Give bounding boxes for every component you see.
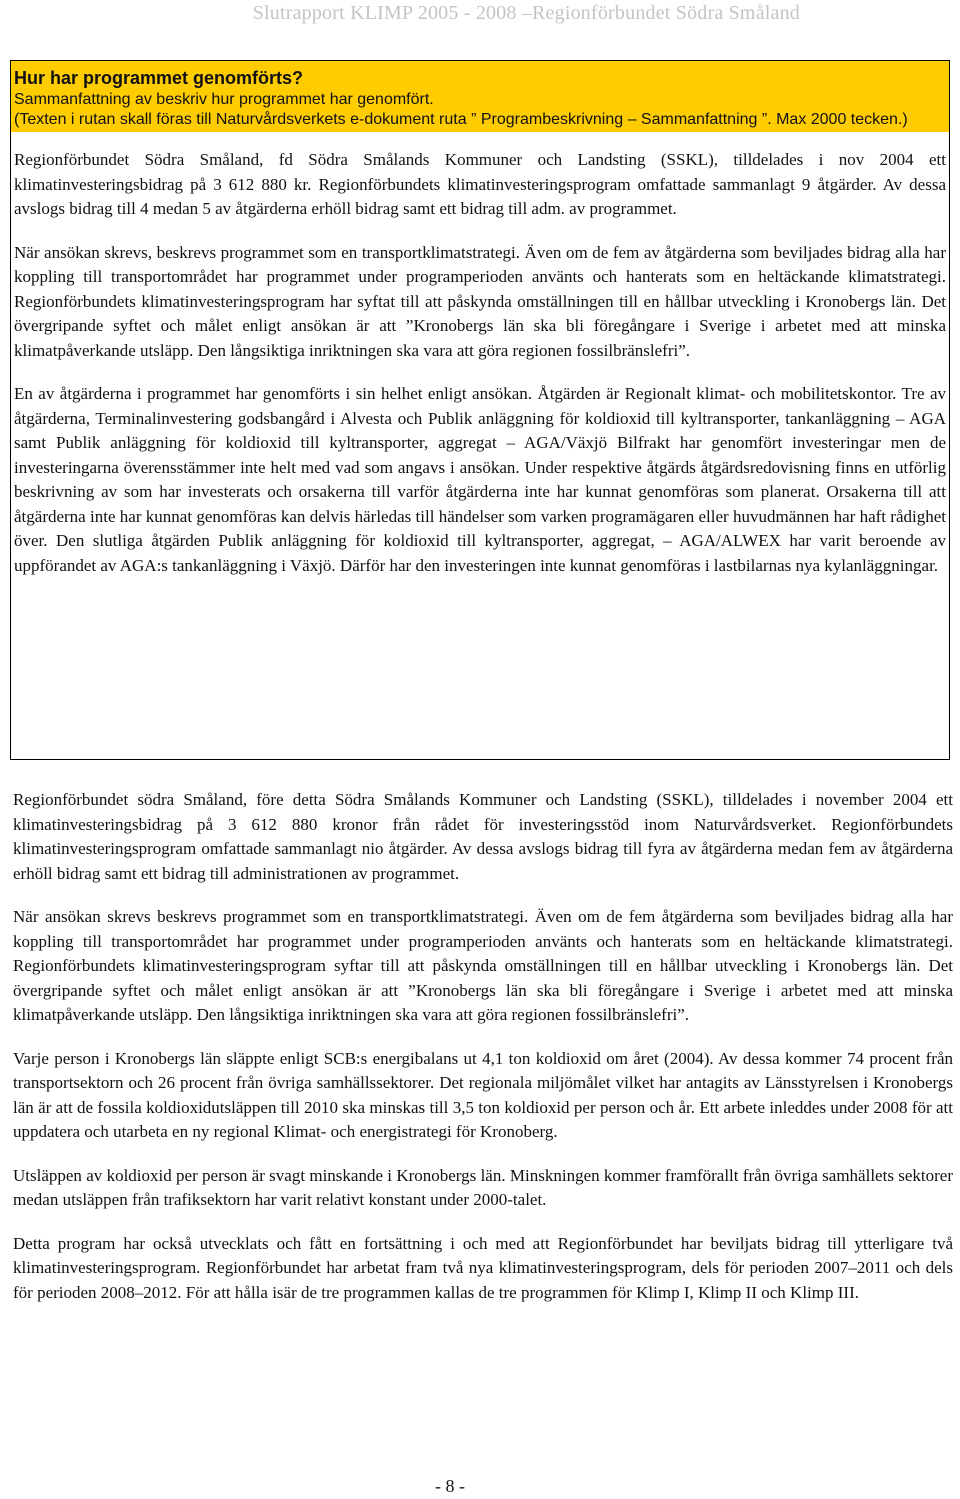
section-heading: Hur har programmet genomförts? bbox=[14, 68, 304, 88]
summary-box bbox=[10, 60, 950, 760]
summary-paragraph: När ansökan skrevs, beskrevs programmet som en transportklimatstrategi. Även om de fem av åtgärderna som beviljades bidrag alla har koppling till transportområdet har programmet under programperioden använts och hanterats som en heltäckande klimatstrategi. Regionförbundets klimatinvesteringsprogram har syftat till att påskynda omställningen till en hållbar utveckling i Kronobergs län. Det övergripande syftet och målet enligt ansökan är att ”Kronobergs län ska bli föregångare i Sverige i arbetet med att minska klimatpåverkande utsläpp. Den långsiktiga inriktningen ska vara att göra regionen fossilbränslefri”. bbox=[14, 242, 946, 360]
running-header: Slutrapport KLIMP 2005 - 2008 –Regionförbundet Södra Småland bbox=[252, 2, 800, 24]
summary-box-body bbox=[11, 132, 949, 578]
body-paragraph: Regionförbundet södra Småland, före detta Södra Smålands Kommuner och Landsting (SSKL), tilldelades i november 2004 ett klimatinvesteringsbidrag på 3 612 880 kronor från rådet för investeringsstöd inom Naturvårdsverket. Regionförbundets klimatinvesteringsprogram omfattade sammanlagt nio åtgärder. Av dessa avslogs bidrag till fyra av åtgärderna medan fem av åtgärderna erhöll bidrag samt ett bidrag till administrationen av programmet. bbox=[13, 790, 953, 883]
body-paragraph: Detta program har också utvecklats och fått en fortsättning i och med att Regionförbundet har beviljats bidrag till ytterligare två klimatinvesteringsprogram. Regionförbundet har arbetat fram två nya klimatinvesteringsprogram, dels för perioden 2007–2011 och dels för perioden 2008–2012. För att hålla isär de tre programmen kallas de tre programmen för Klimp I, Klimp II och Klimp III. bbox=[13, 1233, 953, 1302]
summary-paragraph: Regionförbundet Södra Småland, fd Södra Smålands Kommuner och Landsting (SSKL), tilldelades i nov 2004 ett klimatinvesteringsbidrag på 3 612 880 kr. Regionförbundets klimatinvesteringsprogram omfattade sammanlagt 9 åtgärder. Av dessa avslogs bidrag till 4 medan 5 av åtgärderna erhöll bidrag samt ett bidrag till adm. av programmet. bbox=[14, 150, 946, 218]
instruction-text: Sammanfattning av beskriv hur programmet har genomfört. bbox=[14, 91, 434, 108]
summary-paragraph: En av åtgärderna i programmet har genomförts i sin helhet enligt ansökan. Åtgärden är Regionalt klimat- och mobilitetskontor. Tre av åtgärderna, Terminalinvestering godsbangård i Alvesta och Publik anläggning för koldioxid till kyltransporter, tankanläggning – AGA samt Publik anläggning för koldioxid till kyltransporter, aggregat – AGA/Växjö Bilfrakt har genomfört investeringar men de investeringarna överensstämmer inte helt med vad som angavs i ansökan. Under respektive åtgärds åtgärdsredovisning finns en utförlig beskrivning av som har investerats och orsakerna till varför åtgärderna inte har kunnat genomföras som planerat. Orsakerna till att åtgärderna inte har kunnat genomföras kan delvis härledas till händelser som varken programägaren eller huvudmännen har haft rådighet över. Den slutliga åtgärden Publik anläggning för koldioxid till kyltransporter, aggregat, – AGA/ALWEX har varit beroende av uppförandet av AGA:s tankanläggning i Växjö. Därför har den investeringen inte kunnat genomföras i lastbilarnas nya kylanläggningar. bbox=[14, 384, 946, 575]
body-paragraph: Varje person i Kronobergs län släppte enligt SCB:s energibalans ut 4,1 ton koldioxid om året (2004). Av dessa kommer 74 procent från transportsektorn och 26 procent från övriga samhällssektorer. Det regionala miljömålet vilket har antagits av Länsstyrelsen i Kronobergs län är att de fossila koldioxidutsläppen till 2010 ska minskas till 3,5 ton koldioxid per person och år. Ett arbete inleddes under 2008 för att uppdatera och utarbeta en ny regional Klimat- och energistrategi för Kronoberg. bbox=[13, 1048, 953, 1141]
body-paragraph: När ansökan skrevs beskrevs programmet som en transportklimatstrategi. Även om de fem åtgärderna som beviljades bidrag alla har koppling till transportområdet har programmet under programperioden använts och hanterats som en heltäckande klimatstrategi. Regionförbundets klimatinvesteringsprogram syftar till att påskynda omställningen till en hållbar utveckling i Kronobergs län. Det övergripande syftet och målet enligt ansökan är att ”Kronobergs län ska bli föregångare i Sverige i arbetet med att minska klimatpåverkande utsläpp. Den långsiktiga inriktningen ska vara att göra regionen fossilbränslefri”. bbox=[13, 907, 953, 1024]
body-paragraph: Utsläppen av koldioxid per person är svagt minskande i Kronobergs län. Minskningen kommer framförallt från övriga samhällets sektorer medan utsläppen från trafiksektorn har varit relativt konstant under 2000-talet. bbox=[13, 1165, 953, 1209]
body-text bbox=[13, 788, 953, 1324]
instruction-note: (Texten i rutan skall föras till Naturvårdsverkets e-dokument ruta ” Programbeskrivning – Sammanfattning ”. Max 2000 tecken.) bbox=[14, 111, 908, 128]
page-number: - 8 - bbox=[435, 1476, 465, 1496]
summary-box-header bbox=[11, 61, 949, 132]
